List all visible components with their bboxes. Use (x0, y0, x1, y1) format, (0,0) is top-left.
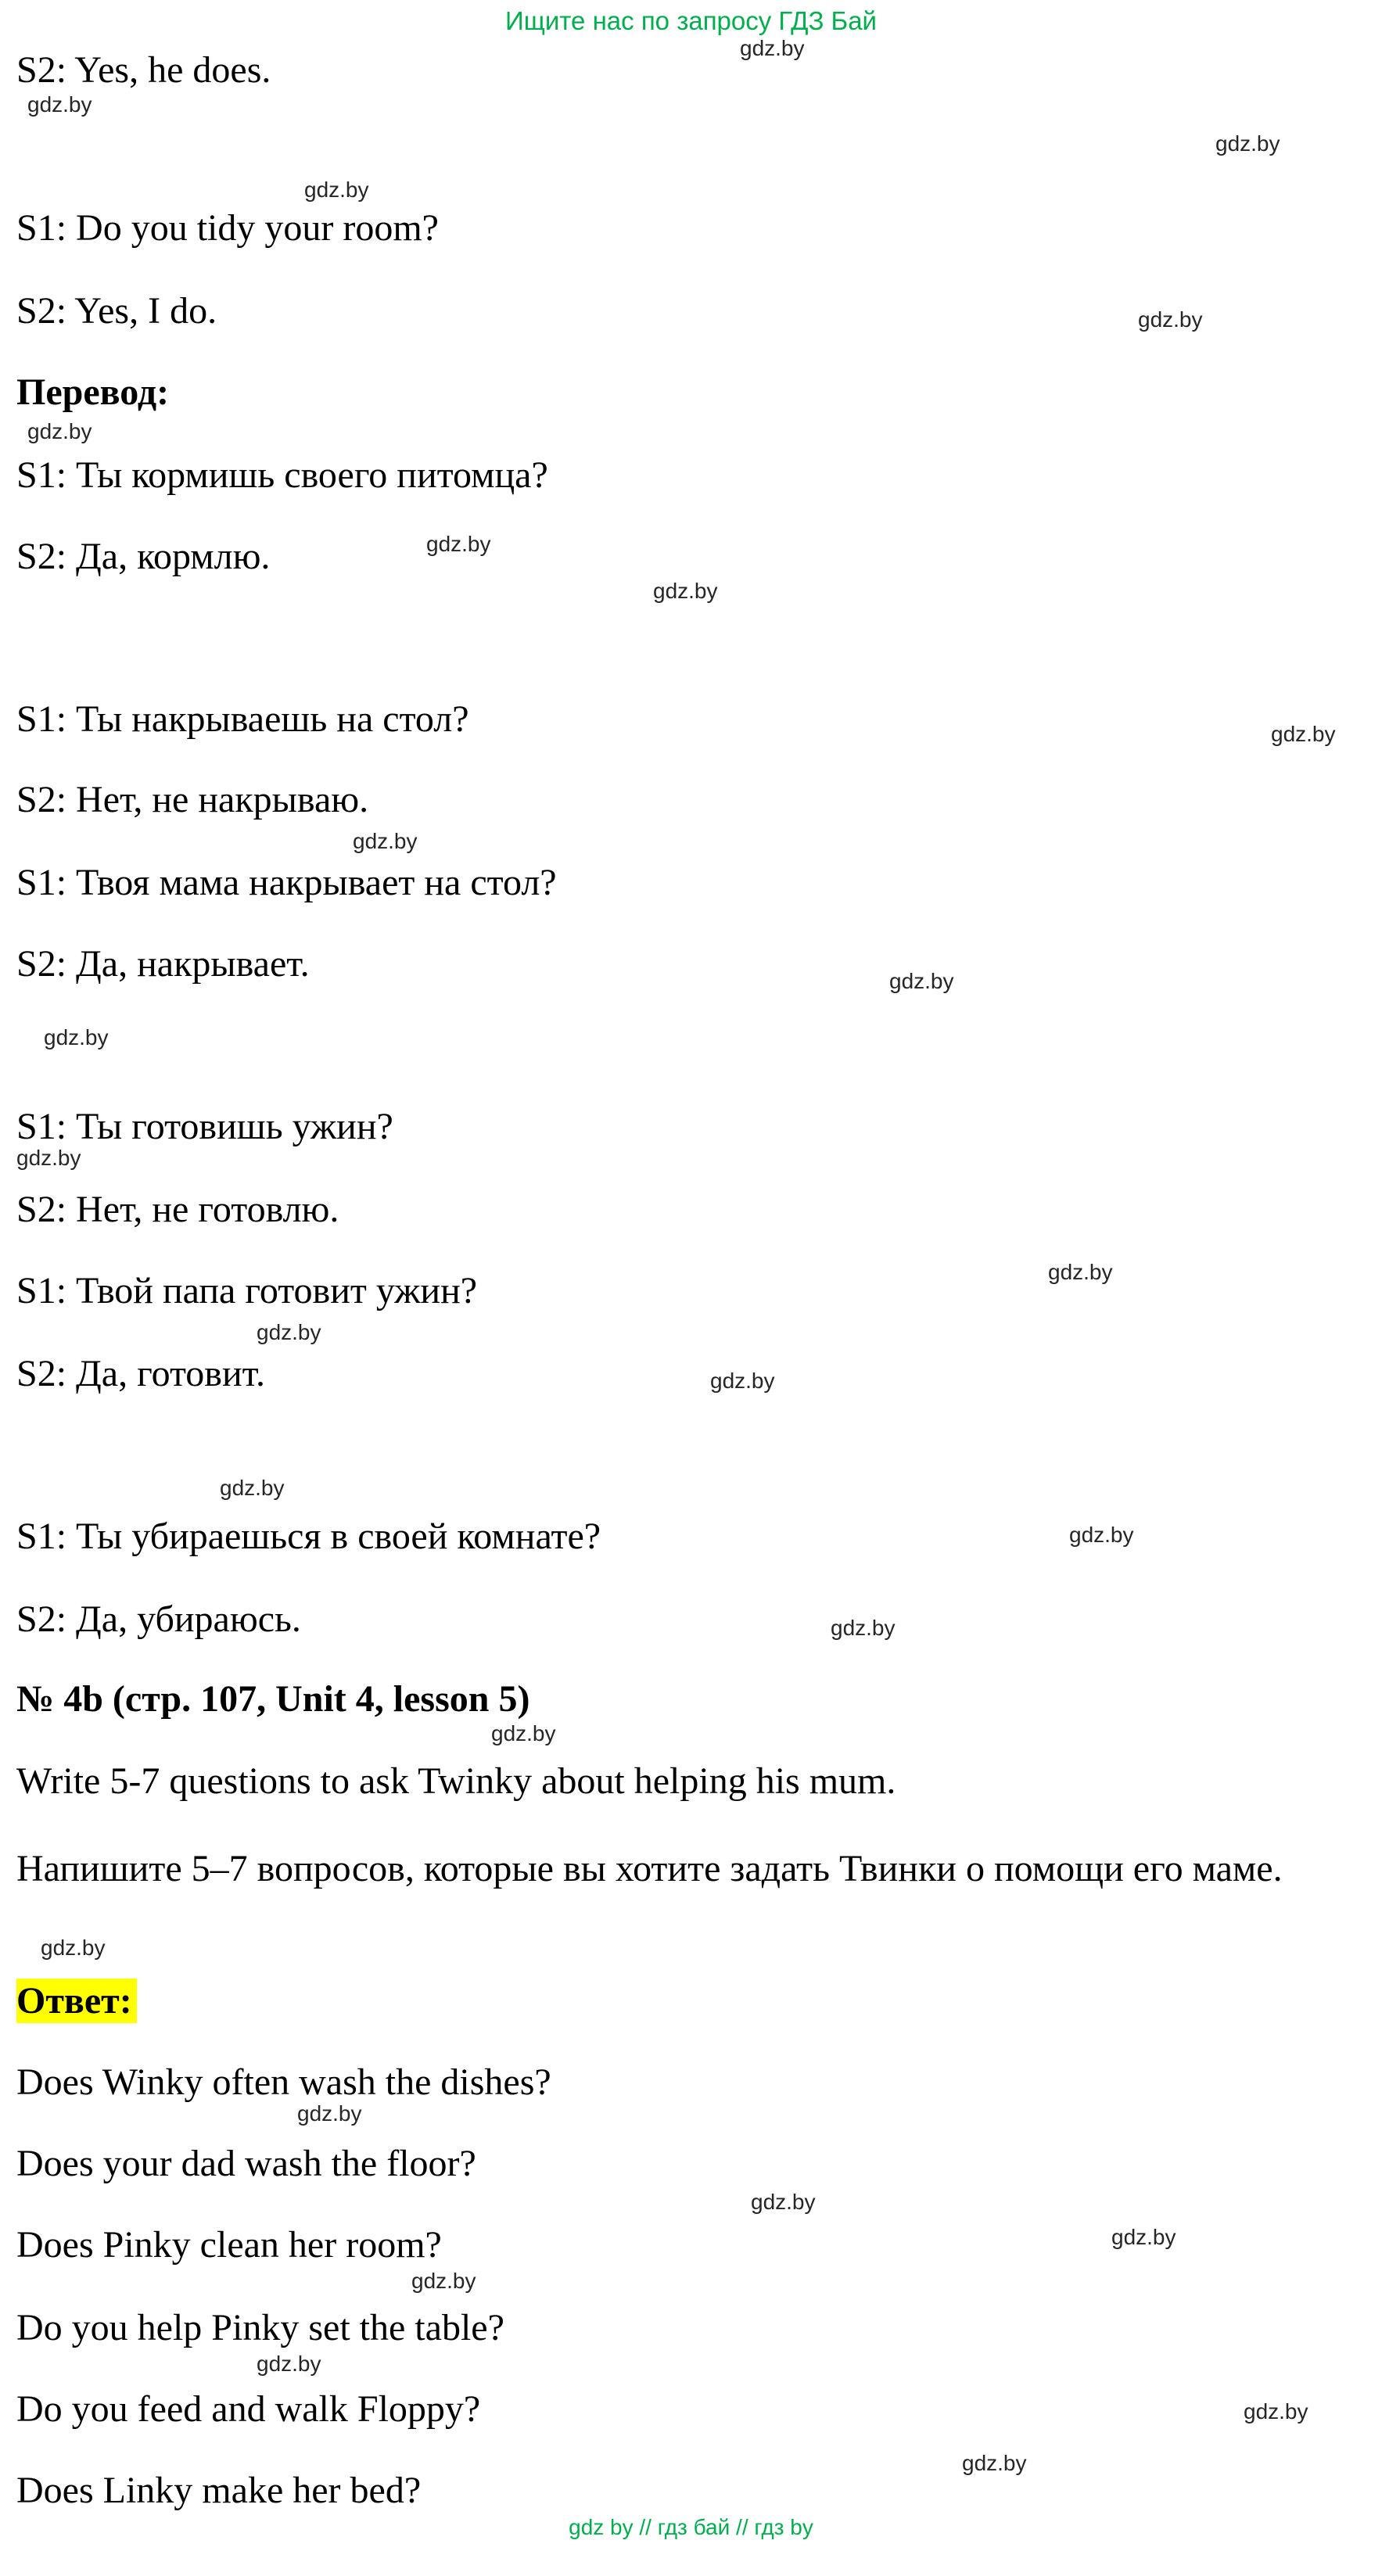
gdz-watermark: gdz.by (1069, 1523, 1134, 1547)
gdz-watermark: gdz.by (1048, 1260, 1113, 1284)
answer-heading (16, 1979, 137, 2022)
answer-line: Does Winky often wash the dishes? (16, 2061, 551, 2103)
dialogue-line-ru: S2: Да, накрывает. (16, 943, 310, 985)
answer-line: Do you feed and walk Floppy? (16, 2388, 481, 2430)
dialogue-line-ru: S2: Нет, не накрываю. (16, 779, 369, 820)
dialogue-line-en: S2: Yes, he does. (16, 49, 271, 91)
gdz-watermark: gdz.by (1271, 722, 1336, 746)
gdz-watermark: gdz.by (16, 1146, 81, 1170)
gdz-watermark: gdz.by (1215, 131, 1280, 156)
gdz-watermark: gdz.by (27, 419, 92, 443)
gdz-watermark: gdz.by (751, 2190, 816, 2214)
gdz-watermark: gdz.by (41, 1936, 106, 1960)
dialogue-line-ru: S1: Ты готовишь ужин? (16, 1106, 393, 1147)
gdz-watermark: gdz.by (304, 178, 369, 202)
gdz-watermark: gdz.by (1138, 307, 1203, 332)
gdz-watermark: gdz.by (426, 532, 491, 556)
gdz-watermark: gdz.by (353, 829, 418, 853)
task-text-en: Write 5-7 questions to ask Twinky about helping his mum. (16, 1760, 896, 1802)
dialogue-line-ru: S2: Нет, не готовлю. (16, 1189, 339, 1230)
task-text-ru: Напишите 5–7 вопросов, которые вы хотите задать Твинки о помощи его маме. (16, 1848, 1283, 1889)
dialogue-line-ru: S1: Твой папа готовит ужин? (16, 1270, 478, 1311)
dialogue-line-ru: S1: Ты кормишь своего питомца? (16, 454, 548, 496)
gdz-watermark: gdz.by (653, 579, 718, 603)
dialogue-line-ru: S1: Твоя мама накрывает на стол? (16, 862, 557, 903)
footer-note: gdz by // гдз бай // гдз by (569, 2515, 813, 2539)
translation-heading: Перевод: (16, 371, 170, 413)
answer-line: Does Pinky clean her room? (16, 2224, 442, 2266)
gdz-watermark: gdz.by (411, 2269, 476, 2293)
answer-line: Does Linky make her bed? (16, 2470, 422, 2511)
task-heading: № 4b (стр. 107, Unit 4, lesson 5) (16, 1678, 530, 1720)
dialogue-line-ru: S1: Ты накрываешь на стол? (16, 698, 469, 740)
gdz-watermark: gdz.by (1111, 2225, 1176, 2249)
gdz-watermark: gdz.by (831, 1616, 896, 1640)
gdz-watermark: gdz.by (297, 2101, 362, 2126)
dialogue-line-ru: S2: Да, готовит. (16, 1353, 265, 1394)
gdz-watermark: gdz.by (889, 969, 954, 993)
answer-line: Do you help Pinky set the table? (16, 2307, 504, 2348)
gdz-watermark: gdz.by (1244, 2399, 1308, 2424)
gdz-watermark: gdz.by (44, 1025, 109, 1049)
dialogue-line-en: S2: Yes, I do. (16, 290, 217, 332)
dialogue-line-en: S1: Do you tidy your room? (16, 207, 439, 249)
dialogue-line-ru: S1: Ты убираешься в своей комнате? (16, 1516, 601, 1557)
gdz-watermark: gdz.by (740, 36, 805, 60)
gdz-watermark: gdz.by (27, 92, 92, 117)
answer-line: Does your dad wash the floor? (16, 2143, 476, 2184)
gdz-watermark: gdz.by (710, 1369, 775, 1393)
gdz-watermark: gdz.by (220, 1476, 285, 1500)
dialogue-line-ru: S2: Да, кормлю. (16, 536, 271, 577)
gdz-watermark: gdz.by (257, 1320, 321, 1344)
promo-banner: Ищите нас по запросу ГДЗ Бай (505, 6, 877, 35)
gdz-watermark: gdz.by (962, 2451, 1027, 2475)
dialogue-line-ru: S2: Да, убираюсь. (16, 1598, 301, 1640)
answer-heading-label: Ответ: (16, 1979, 137, 2023)
gdz-watermark: gdz.by (257, 2352, 321, 2376)
gdz-watermark: gdz.by (491, 1721, 556, 1745)
